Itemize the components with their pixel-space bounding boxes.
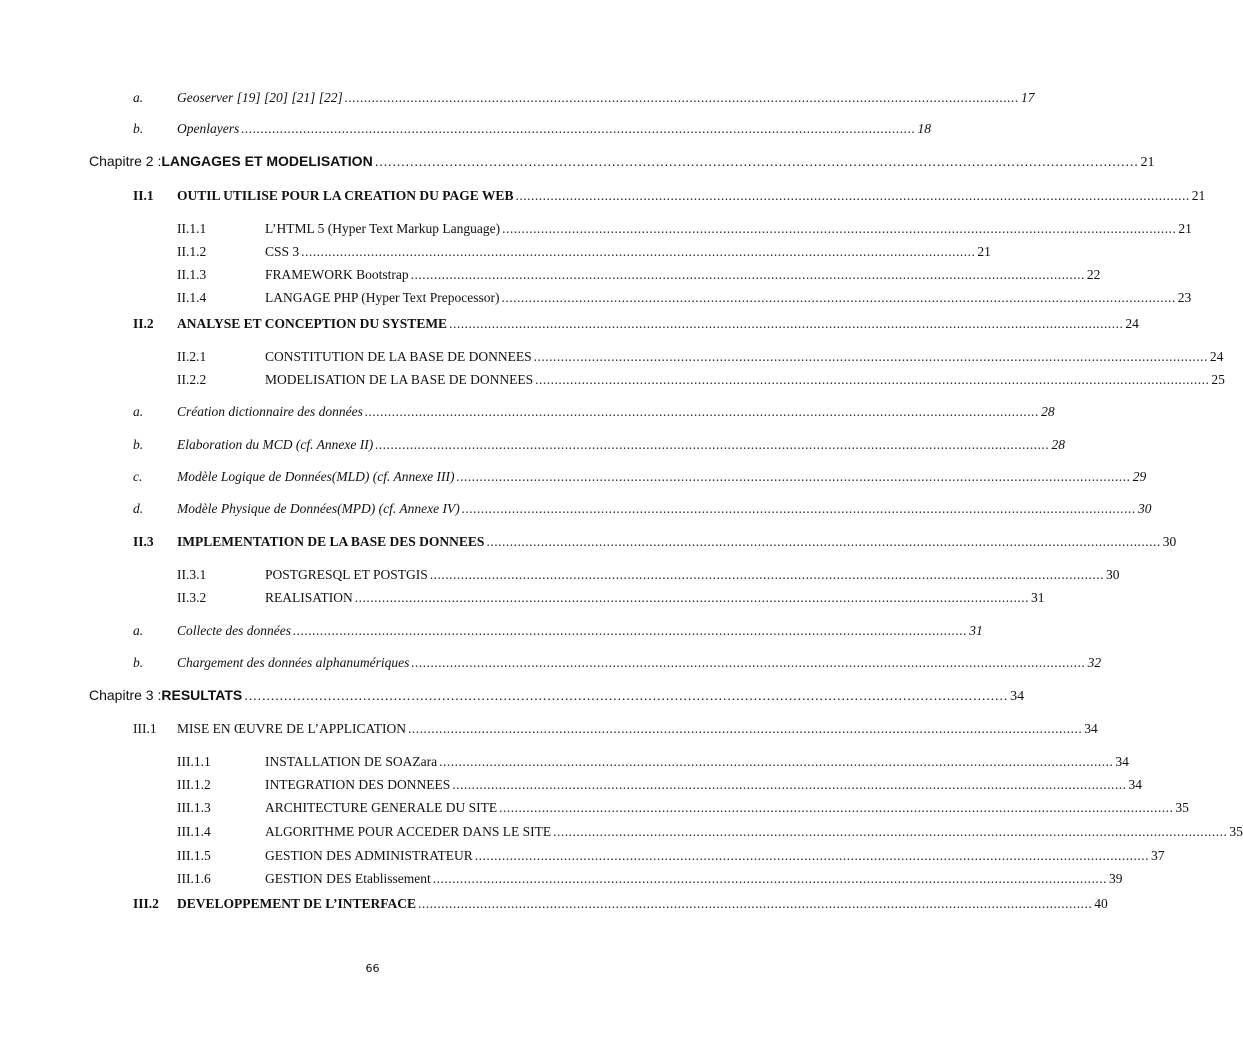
toc-subsection-ii-1-2[interactable] (0, 242, 991, 262)
toc-entry-number: II.2 (133, 316, 154, 331)
toc-subsection-iii-1-4[interactable] (0, 822, 1243, 842)
leader-dots: .............................................................................................................................................................................. (344, 90, 1020, 105)
leader-dots: .............................................................................................................................................................................. (292, 623, 968, 638)
leader-dots: .............................................................................................................................................................................. (241, 121, 916, 136)
toc-entry-page: 21 (977, 244, 991, 259)
toc-entry-title: POSTGRESQL ET POSTGIS (265, 567, 428, 582)
leader-dots: .............................................................................................................................................................................. (474, 848, 1150, 863)
leader-dots: .............................................................................................................................................................................. (375, 437, 1050, 452)
toc-entry-modele-logique[interactable] (0, 467, 1147, 487)
toc-entry-chargement-donnees[interactable] (0, 653, 1102, 673)
leader-dots: .............................................................................................................................................................................. (449, 316, 1124, 331)
toc-entry-number: II.1.1 (177, 221, 207, 236)
toc-entry-page: 32 (1087, 655, 1102, 670)
toc-entry-number: a. (133, 404, 144, 419)
chapter-title: RESULTATS (161, 687, 243, 703)
toc-section-iii-2[interactable] (0, 894, 1108, 914)
toc-entry-number: III.1.4 (177, 824, 211, 839)
leader-dots: .............................................................................................................................................................................. (410, 267, 1085, 282)
toc-entry-page: 17 (1021, 90, 1035, 105)
toc-entry-page: 30 (1138, 501, 1152, 516)
leader-dots: .............................................................................................................................................................................. (244, 687, 1009, 703)
toc-entry-title: CSS 3 (265, 244, 300, 259)
toc-entry-title: MODELISATION DE LA BASE DE DONNEES (265, 372, 534, 387)
toc-entry-title: INSTALLATION DE SOAZara (265, 754, 438, 769)
leader-dots: .............................................................................................................................................................................. (533, 349, 1208, 364)
toc-entry-page: 35 (1175, 800, 1189, 815)
toc-entry-title: GESTION DES ADMINISTRATEUR (265, 848, 473, 863)
toc-entry-number: II.1 (133, 188, 154, 203)
toc-entry-geoserver[interactable] (0, 88, 1035, 108)
toc-entry-title: L’HTML 5 (Hyper Text Markup Language) (265, 221, 501, 236)
toc-entry-page: 39 (1108, 871, 1123, 886)
toc-subsection-iii-1-6[interactable] (0, 869, 1123, 889)
leader-dots: .............................................................................................................................................................................. (535, 372, 1210, 387)
toc-entry-title: Openlayers (177, 121, 240, 136)
leader-dots: .............................................................................................................................................................................. (439, 754, 1114, 769)
toc-entry-page: 18 (917, 121, 931, 136)
toc-entry-elaboration-mcd[interactable] (0, 435, 1065, 455)
toc-entry-page: 40 (1094, 896, 1108, 911)
toc-entry-page: 34 (1010, 689, 1025, 704)
toc-entry-number: a. (133, 90, 144, 105)
leader-dots: .............................................................................................................................................................................. (515, 188, 1190, 203)
leader-dots: .............................................................................................................................................................................. (452, 777, 1127, 792)
toc-entry-title: Création dictionnaire des données (177, 404, 363, 419)
chapter-prefix: Chapitre 3 : (89, 687, 162, 703)
toc-entry-page: 25 (1211, 372, 1225, 387)
toc-entry-page: 21 (1140, 155, 1155, 170)
toc-entry-number: III.1.6 (177, 871, 211, 886)
toc-subsection-ii-3-2[interactable] (0, 588, 1045, 608)
toc-entry-title: FRAMEWORK Bootstrap (265, 267, 409, 282)
toc-entry-title: INTEGRATION DES DONNEES (265, 777, 451, 792)
toc-entry-page: 31 (1031, 590, 1045, 605)
leader-dots: .............................................................................................................................................................................. (429, 567, 1105, 582)
toc-entry-title: Modèle Logique de Données(MLD) (cf. Annexe III) (177, 469, 455, 484)
chapter-title: LANGAGES ET MODELISATION (161, 153, 373, 169)
toc-entry-page: 28 (1051, 437, 1065, 452)
toc-section-ii-3[interactable] (0, 532, 1177, 552)
toc-entry-page: 24 (1125, 316, 1139, 331)
toc-subsection-iii-1-2[interactable] (0, 775, 1142, 795)
toc-entry-openlayers[interactable] (0, 119, 931, 139)
toc-entry-title: Geoserver [19] [20] [21] [22] (177, 90, 343, 105)
toc-subsection-ii-1-3[interactable] (0, 265, 1101, 285)
toc-subsection-ii-1-4[interactable] (0, 288, 1192, 308)
toc-entry-title: Elaboration du MCD (cf. Annexe II) (177, 437, 374, 452)
toc-entry-number: b. (133, 437, 144, 452)
toc-entry-title: CONSTITUTION DE LA BASE DE DONNEES (265, 349, 532, 364)
toc-entry-title: OUTIL UTILISE POUR LA CREATION DU PAGE WEB (177, 188, 514, 203)
toc-entry-page: 34 (1128, 777, 1142, 792)
toc-entry-page: 28 (1041, 404, 1055, 419)
leader-dots: .............................................................................................................................................................................. (486, 534, 1161, 549)
toc-entry-title: Collecte des données (177, 623, 291, 638)
leader-dots: .............................................................................................................................................................................. (364, 404, 1040, 419)
toc-entry-page: 30 (1106, 567, 1120, 582)
toc-entry-title: ALGORITHME POUR ACCEDER DANS LE SITE (265, 824, 552, 839)
leader-dots: .............................................................................................................................................................................. (461, 501, 1137, 516)
toc-entry-page: 29 (1132, 469, 1147, 484)
toc-entry-page: 23 (1177, 290, 1192, 305)
toc-entry-number: b. (133, 121, 144, 136)
toc-subsection-ii-1-1[interactable] (0, 219, 1192, 239)
toc-entry-number: II.2.1 (177, 349, 207, 364)
toc-entry-title: REALISATION (265, 590, 353, 605)
toc-entry-modele-physique[interactable] (0, 499, 1152, 519)
toc-entry-number: II.3 (133, 534, 154, 549)
toc-entry-collecte-donnees[interactable] (0, 621, 983, 641)
toc-entry-number: III.1.2 (177, 777, 211, 792)
leader-dots: .............................................................................................................................................................................. (499, 800, 1174, 815)
toc-chapter-3[interactable] (0, 685, 1025, 705)
toc-entry-title: DEVELOPPEMENT DE L’INTERFACE (177, 896, 417, 911)
toc-entry-page: 35 (1229, 824, 1243, 839)
toc-subsection-ii-2-1[interactable] (0, 347, 1224, 367)
toc-subsection-iii-1-3[interactable] (0, 798, 1189, 818)
toc-section-iii-1[interactable] (0, 719, 1098, 739)
toc-entry-title: Modèle Physique de Données(MPD) (cf. Annexe IV) (177, 501, 460, 516)
leader-dots: .............................................................................................................................................................................. (374, 153, 1139, 169)
toc-entry-number: b. (133, 655, 144, 670)
leader-dots: .............................................................................................................................................................................. (553, 824, 1228, 839)
toc-section-ii-2[interactable] (0, 314, 1139, 334)
toc-entry-number: III.1.3 (177, 800, 211, 815)
toc-entry-number: c. (133, 469, 143, 484)
page-number: 66 (365, 962, 380, 975)
toc-entry-page: 21 (1191, 188, 1206, 203)
toc-section-ii-1[interactable] (0, 186, 1206, 206)
toc-subsection-ii-2-2[interactable] (0, 370, 1225, 390)
toc-entry-number: II.3.1 (177, 567, 207, 582)
leader-dots: .............................................................................................................................................................................. (432, 871, 1107, 886)
toc-entry-page: 30 (1162, 534, 1177, 549)
toc-entry-page: 31 (969, 623, 983, 638)
leader-dots: .............................................................................................................................................................................. (456, 469, 1131, 484)
toc-entry-title: GESTION DES Etablissement (265, 871, 431, 886)
toc-subsection-ii-3-1[interactable] (0, 565, 1120, 585)
leader-dots: .............................................................................................................................................................................. (301, 244, 976, 259)
leader-dots: .............................................................................................................................................................................. (501, 290, 1176, 305)
toc-entry-number: II.1.4 (177, 290, 207, 305)
toc-entry-page: 22 (1086, 267, 1101, 282)
toc-entry-number: III.1.1 (177, 754, 211, 769)
toc-entry-title: ANALYSE ET CONCEPTION DU SYSTEME (177, 316, 448, 331)
leader-dots: .............................................................................................................................................................................. (354, 590, 1029, 605)
toc-entry-number: II.3.2 (177, 590, 207, 605)
toc-entry-number: d. (133, 501, 144, 516)
toc-entry-number: III.2 (133, 896, 159, 911)
toc-entry-title: LANGAGE PHP (Hyper Text Prepocessor) (265, 290, 500, 305)
chapter-prefix: Chapitre 2 : (89, 153, 162, 169)
toc-entry-number: II.1.2 (177, 244, 207, 259)
toc-entry-title: MISE EN ŒUVRE DE L’APPLICATION (177, 721, 407, 736)
leader-dots: .............................................................................................................................................................................. (502, 221, 1177, 236)
leader-dots: .............................................................................................................................................................................. (411, 655, 1086, 670)
toc-entry-title: IMPLEMENTATION DE LA BASE DES DONNEES (177, 534, 485, 549)
toc-entry-number: a. (133, 623, 144, 638)
toc-entry-page: 21 (1178, 221, 1192, 236)
toc-entry-page: 37 (1151, 848, 1165, 863)
toc-entry-title: Chargement des données alphanumériques (177, 655, 410, 670)
toc-entry-number: II.2.2 (177, 372, 207, 387)
toc-entry-number: II.1.3 (177, 267, 207, 282)
leader-dots: .............................................................................................................................................................................. (418, 896, 1093, 911)
toc-subsection-iii-1-5[interactable] (0, 846, 1165, 866)
leader-dots: .............................................................................................................................................................................. (408, 721, 1083, 736)
toc-entry-creation-dictionnaire[interactable] (0, 402, 1055, 422)
toc-entry-title: ARCHITECTURE GENERALE DU SITE (265, 800, 498, 815)
toc-subsection-iii-1-1[interactable] (0, 752, 1129, 772)
toc-entry-page: 34 (1115, 754, 1129, 769)
toc-entry-number: III.1.5 (177, 848, 211, 863)
toc-entry-page: 24 (1209, 349, 1224, 364)
toc-entry-number: III.1 (133, 721, 157, 736)
toc-chapter-2[interactable] (0, 151, 1155, 171)
toc-entry-page: 34 (1084, 721, 1098, 736)
